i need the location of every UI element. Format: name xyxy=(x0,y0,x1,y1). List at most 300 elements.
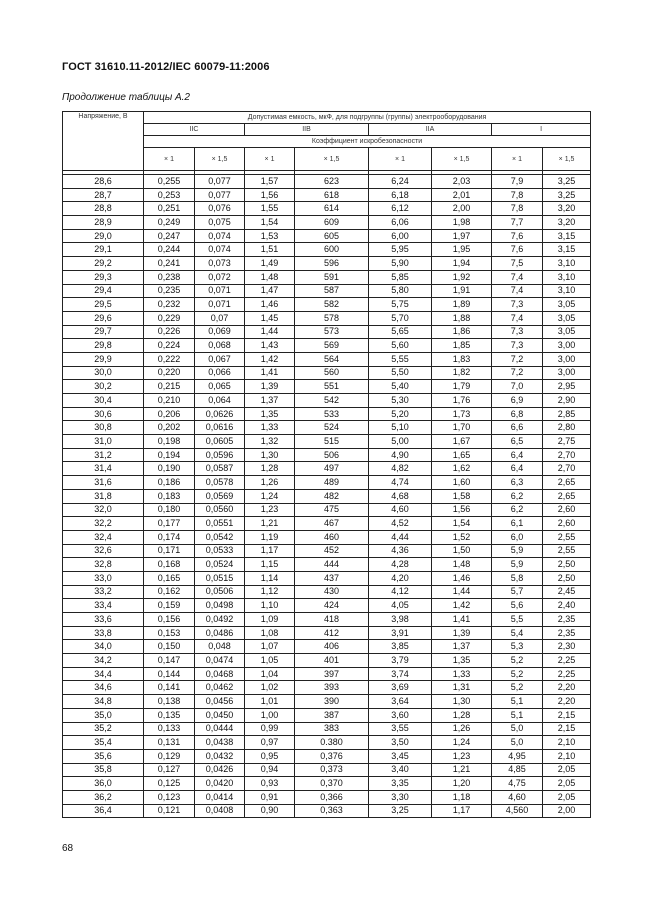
capacitance-cell: 1,00 xyxy=(245,708,295,722)
capacitance-cell: 1,28 xyxy=(245,462,295,476)
voltage-cell: 32,2 xyxy=(63,517,144,531)
capacitance-cell: 0,244 xyxy=(144,243,195,257)
capacitance-cell: 1,62 xyxy=(432,462,492,476)
factor-header: × 1 xyxy=(144,148,195,171)
capacitance-cell: 560 xyxy=(295,366,369,380)
voltage-cell: 31,6 xyxy=(63,476,144,490)
capacitance-cell: 0,99 xyxy=(245,722,295,736)
capacitance-cell: 2,50 xyxy=(543,571,591,585)
capacitance-cell: 7,2 xyxy=(492,352,543,366)
capacitance-cell: 0,121 xyxy=(144,804,195,818)
capacitance-cell: 2,10 xyxy=(543,749,591,763)
voltage-cell: 32,6 xyxy=(63,544,144,558)
capacitance-cell: 533 xyxy=(295,407,369,421)
capacitance-cell: 1,44 xyxy=(432,585,492,599)
capacitance-cell: 1,98 xyxy=(432,216,492,230)
capacitance-cell: 3,05 xyxy=(543,325,591,339)
capacitance-cell: 3,10 xyxy=(543,270,591,284)
capacitance-cell: 0,238 xyxy=(144,270,195,284)
capacitance-cell: 0,220 xyxy=(144,366,195,380)
capacitance-cell: 0,065 xyxy=(195,380,245,394)
capacitance-cell: 4,12 xyxy=(369,585,432,599)
capacitance-cell: 0,156 xyxy=(144,613,195,627)
capacitance-cell: 0,366 xyxy=(295,790,369,804)
table-row xyxy=(63,339,591,353)
capacitance-cell: 1,37 xyxy=(245,394,295,408)
capacitance-cell: 6,12 xyxy=(369,202,432,216)
capacitance-cell: 2,55 xyxy=(543,544,591,558)
capacitance-cell: 397 xyxy=(295,667,369,681)
table-row xyxy=(63,777,591,791)
capacitance-cell: 6,2 xyxy=(492,503,543,517)
capacitance-cell: 1,12 xyxy=(245,585,295,599)
capacitance-cell: 0,0462 xyxy=(195,681,245,695)
table-row xyxy=(63,736,591,750)
capacitance-cell: 7,7 xyxy=(492,216,543,230)
capacitance-cell: 4,36 xyxy=(369,544,432,558)
group-header: I xyxy=(492,124,591,136)
capacitance-cell: 2,40 xyxy=(543,599,591,613)
capacitance-cell: 524 xyxy=(295,421,369,435)
capacitance-cell: 0,072 xyxy=(195,270,245,284)
table-row xyxy=(63,462,591,476)
capacitance-cell: 7,4 xyxy=(492,284,543,298)
capacitance-cell: 497 xyxy=(295,462,369,476)
capacitance-cell: 1,50 xyxy=(432,544,492,558)
capacitance-cell: 0,0420 xyxy=(195,777,245,791)
capacitance-cell: 5,30 xyxy=(369,394,432,408)
capacitance-cell: 437 xyxy=(295,571,369,585)
table-row xyxy=(63,489,591,503)
capacitance-cell: 4,44 xyxy=(369,530,432,544)
capacitance-cell: 5,0 xyxy=(492,722,543,736)
safety-factor-header: Коэффициент искробезопасности xyxy=(144,136,591,148)
table-row xyxy=(63,311,591,325)
capacitance-cell: 5,9 xyxy=(492,558,543,572)
capacitance-cell: 0,0492 xyxy=(195,613,245,627)
voltage-cell: 29,0 xyxy=(63,229,144,243)
capacitance-cell: 5,40 xyxy=(369,380,432,394)
capacitance-cell: 4,05 xyxy=(369,599,432,613)
voltage-column-header: Напряжение, В xyxy=(63,112,144,171)
capacitance-cell: 2,05 xyxy=(543,763,591,777)
capacitance-cell: 0,177 xyxy=(144,517,195,531)
capacitance-cell: 3,20 xyxy=(543,216,591,230)
capacitance-cell: 4,82 xyxy=(369,462,432,476)
table-row xyxy=(63,626,591,640)
capacitance-cell: 2,20 xyxy=(543,695,591,709)
capacitance-cell: 1,54 xyxy=(432,517,492,531)
voltage-cell: 33,8 xyxy=(63,626,144,640)
voltage-cell: 32,0 xyxy=(63,503,144,517)
voltage-cell: 36,2 xyxy=(63,790,144,804)
capacitance-cell: 0,067 xyxy=(195,352,245,366)
capacitance-cell: 0,0444 xyxy=(195,722,245,736)
capacitance-cell: 5,2 xyxy=(492,681,543,695)
capacitance-cell: 1,42 xyxy=(245,352,295,366)
capacitance-cell: 2,20 xyxy=(543,681,591,695)
capacitance-cell: 0,253 xyxy=(144,188,195,202)
capacitance-cell: 1,23 xyxy=(432,749,492,763)
capacitance-cell: 2,25 xyxy=(543,667,591,681)
capacitance-cell: 0,123 xyxy=(144,790,195,804)
capacitance-cell: 0,222 xyxy=(144,352,195,366)
capacitance-cell: 7,6 xyxy=(492,229,543,243)
voltage-cell: 29,3 xyxy=(63,270,144,284)
capacitance-cell: 7,3 xyxy=(492,325,543,339)
voltage-cell: 32,8 xyxy=(63,558,144,572)
voltage-cell: 31,0 xyxy=(63,435,144,449)
capacitance-cell: 2,10 xyxy=(543,736,591,750)
capacitance-cell: 6,2 xyxy=(492,489,543,503)
capacitance-cell: 0,0626 xyxy=(195,407,245,421)
capacitance-cell: 0,150 xyxy=(144,640,195,654)
capacitance-cell: 444 xyxy=(295,558,369,572)
capacitance-cell: 0,0468 xyxy=(195,667,245,681)
table-row xyxy=(63,216,591,230)
capacitance-cell: 467 xyxy=(295,517,369,531)
capacitance-cell: 0,068 xyxy=(195,339,245,353)
table-row xyxy=(63,421,591,435)
capacitance-cell: 4,60 xyxy=(369,503,432,517)
capacitance-cell: 0,144 xyxy=(144,667,195,681)
capacitance-cell: 1,19 xyxy=(245,530,295,544)
capacitance-cell: 564 xyxy=(295,352,369,366)
capacitance-cell: 0,224 xyxy=(144,339,195,353)
capacitance-cell: 0,0414 xyxy=(195,790,245,804)
capacitance-cell: 0,0498 xyxy=(195,599,245,613)
capacitance-cell: 0,0560 xyxy=(195,503,245,517)
table-row xyxy=(63,749,591,763)
capacitance-cell: 7,3 xyxy=(492,298,543,312)
capacitance-cell: 4,85 xyxy=(492,763,543,777)
table-row xyxy=(63,517,591,531)
capacitance-cell: 7,4 xyxy=(492,311,543,325)
table-row xyxy=(63,722,591,736)
table-row xyxy=(63,790,591,804)
voltage-cell: 29,6 xyxy=(63,311,144,325)
table-row xyxy=(63,708,591,722)
capacitance-cell: 1,33 xyxy=(245,421,295,435)
capacitance-cell: 2,05 xyxy=(543,790,591,804)
factor-header: × 1 xyxy=(245,148,295,171)
capacitance-cell: 1,70 xyxy=(432,421,492,435)
capacitance-cell: 0,147 xyxy=(144,654,195,668)
capacitance-cell: 1,85 xyxy=(432,339,492,353)
capacitance-cell: 2,75 xyxy=(543,435,591,449)
table-row xyxy=(63,366,591,380)
capacitance-cell: 3,50 xyxy=(369,736,432,750)
capacitance-cell: 393 xyxy=(295,681,369,695)
capacitance-cell: 2,60 xyxy=(543,517,591,531)
capacitance-cell: 3,35 xyxy=(369,777,432,791)
capacitance-cell: 0,071 xyxy=(195,298,245,312)
capacitance-cell: 0,125 xyxy=(144,777,195,791)
voltage-cell: 35,4 xyxy=(63,736,144,750)
capacitance-cell: 0,202 xyxy=(144,421,195,435)
group-header: IIB xyxy=(245,124,369,136)
capacitance-cell: 1,15 xyxy=(245,558,295,572)
capacitance-cell: 0,0616 xyxy=(195,421,245,435)
capacitance-cell: 3,15 xyxy=(543,229,591,243)
capacitance-cell: 3,10 xyxy=(543,284,591,298)
table-row xyxy=(63,407,591,421)
table-row xyxy=(63,599,591,613)
capacitance-cell: 600 xyxy=(295,243,369,257)
capacitance-cell: 582 xyxy=(295,298,369,312)
capacitance-cell: 0,074 xyxy=(195,229,245,243)
capacitance-cell: 7,6 xyxy=(492,243,543,257)
capacitance-cell: 0,183 xyxy=(144,489,195,503)
capacitance-cell: 0,074 xyxy=(195,243,245,257)
capacitance-cell: 1,21 xyxy=(245,517,295,531)
table-row xyxy=(63,544,591,558)
table-row xyxy=(63,503,591,517)
capacitance-cell: 2,05 xyxy=(543,777,591,791)
capacitance-cell: 0,363 xyxy=(295,804,369,818)
capacitance-cell: 5,9 xyxy=(492,544,543,558)
capacitance-cell: 1,49 xyxy=(245,257,295,271)
capacitance-cell: 4,90 xyxy=(369,448,432,462)
capacitance-cell: 618 xyxy=(295,188,369,202)
capacitance-cell: 1,60 xyxy=(432,476,492,490)
group-header: IIA xyxy=(369,124,492,136)
capacitance-cell: 591 xyxy=(295,270,369,284)
table-row xyxy=(63,695,591,709)
voltage-cell: 32,4 xyxy=(63,530,144,544)
capacitance-cell: 1,20 xyxy=(432,777,492,791)
capacitance-cell: 0,0524 xyxy=(195,558,245,572)
capacitance-cell: 1,35 xyxy=(432,654,492,668)
capacitance-cell: 0,0578 xyxy=(195,476,245,490)
capacitance-cell: 2,35 xyxy=(543,626,591,640)
table-row xyxy=(63,654,591,668)
voltage-cell: 30,6 xyxy=(63,407,144,421)
voltage-cell: 31,2 xyxy=(63,448,144,462)
capacitance-cell: 0,198 xyxy=(144,435,195,449)
capacitance-cell: 0,232 xyxy=(144,298,195,312)
document-header: ГОСТ 31610.11-2012/IEC 60079-11:2006 xyxy=(62,61,270,73)
capacitance-cell: 3,91 xyxy=(369,626,432,640)
table-row xyxy=(63,202,591,216)
capacitance-cell: 0,229 xyxy=(144,311,195,325)
capacitance-cell: 3,45 xyxy=(369,749,432,763)
capacitance-cell: 1,41 xyxy=(245,366,295,380)
table-row xyxy=(63,394,591,408)
capacitance-cell: 7,2 xyxy=(492,366,543,380)
table-row xyxy=(63,476,591,490)
capacitance-cell: 1,10 xyxy=(245,599,295,613)
capacitance-cell: 1,39 xyxy=(432,626,492,640)
capacitance-cell: 0,127 xyxy=(144,763,195,777)
capacitance-cell: 1,47 xyxy=(245,284,295,298)
capacitance-cell: 6,00 xyxy=(369,229,432,243)
capacitance-cell: 1,86 xyxy=(432,325,492,339)
capacitance-cell: 2,00 xyxy=(543,804,591,818)
capacitance-cell: 0,241 xyxy=(144,257,195,271)
voltage-cell: 28,6 xyxy=(63,175,144,189)
factor-header: × 1 xyxy=(369,148,432,171)
table-row xyxy=(63,243,591,257)
capacitance-cell: 1,48 xyxy=(245,270,295,284)
capacitance-cell: 1,28 xyxy=(432,708,492,722)
capacitance-cell: 0,141 xyxy=(144,681,195,695)
capacitance-cell: 1,46 xyxy=(432,571,492,585)
capacitance-cell: 2,25 xyxy=(543,654,591,668)
capacitance-cell: 0.380 xyxy=(295,736,369,750)
voltage-cell: 29,1 xyxy=(63,243,144,257)
capacitance-cell: 0,073 xyxy=(195,257,245,271)
capacitance-cell: 0,180 xyxy=(144,503,195,517)
capacitance-cell: 424 xyxy=(295,599,369,613)
voltage-cell: 30,0 xyxy=(63,366,144,380)
capacitance-cell: 573 xyxy=(295,325,369,339)
capacitance-cell: 5,2 xyxy=(492,667,543,681)
capacitance-cell: 1,21 xyxy=(432,763,492,777)
capacitance-cell: 0,0486 xyxy=(195,626,245,640)
capacitance-cell: 390 xyxy=(295,695,369,709)
table-row xyxy=(63,804,591,818)
capacitance-cell: 0,93 xyxy=(245,777,295,791)
capacitance-cell: 4,95 xyxy=(492,749,543,763)
capacitance-cell: 1,53 xyxy=(245,229,295,243)
capacitance-cell: 1,82 xyxy=(432,366,492,380)
table-row xyxy=(63,530,591,544)
capacitance-cell: 5,85 xyxy=(369,270,432,284)
capacitance-cell: 6,9 xyxy=(492,394,543,408)
capacitance-cell: 1,92 xyxy=(432,270,492,284)
capacitance-cell: 6,4 xyxy=(492,448,543,462)
capacitance-cell: 0,135 xyxy=(144,708,195,722)
capacitance-cell: 0,0587 xyxy=(195,462,245,476)
table-row xyxy=(63,380,591,394)
capacitance-cell: 0,153 xyxy=(144,626,195,640)
capacitance-cell: 1,01 xyxy=(245,695,295,709)
capacitance-cell: 5,75 xyxy=(369,298,432,312)
capacitance-cell: 0,0474 xyxy=(195,654,245,668)
capacitance-cell: 0,0605 xyxy=(195,435,245,449)
capacitance-cell: 7,3 xyxy=(492,339,543,353)
capacitance-cell: 5,70 xyxy=(369,311,432,325)
capacitance-cell: 1,65 xyxy=(432,448,492,462)
capacitance-cell: 4,28 xyxy=(369,558,432,572)
table-row xyxy=(63,298,591,312)
capacitance-cell: 0,0438 xyxy=(195,736,245,750)
capacitance-cell: 2,45 xyxy=(543,585,591,599)
table-row xyxy=(63,175,591,189)
capacitance-cell: 0,069 xyxy=(195,325,245,339)
capacitance-header: Допустимая емкость, мкФ, для подгруппы (группы) электрооборудования xyxy=(144,112,591,124)
capacitance-cell: 0,066 xyxy=(195,366,245,380)
voltage-cell: 36,0 xyxy=(63,777,144,791)
voltage-cell: 31,4 xyxy=(63,462,144,476)
voltage-cell: 34,4 xyxy=(63,667,144,681)
capacitance-cell: 0,90 xyxy=(245,804,295,818)
capacitance-cell: 551 xyxy=(295,380,369,394)
capacitance-cell: 3,05 xyxy=(543,311,591,325)
capacitance-cell: 0,171 xyxy=(144,544,195,558)
capacitance-cell: 418 xyxy=(295,613,369,627)
capacitance-cell: 0,373 xyxy=(295,763,369,777)
capacitance-cell: 0,186 xyxy=(144,476,195,490)
capacitance-cell: 1,43 xyxy=(245,339,295,353)
capacitance-cell: 5,20 xyxy=(369,407,432,421)
table-body xyxy=(63,171,591,818)
capacitance-cell: 3,40 xyxy=(369,763,432,777)
voltage-cell: 34,6 xyxy=(63,681,144,695)
capacitance-table xyxy=(62,111,591,818)
capacitance-cell: 0,174 xyxy=(144,530,195,544)
voltage-cell: 29,9 xyxy=(63,352,144,366)
capacitance-cell: 3,00 xyxy=(543,339,591,353)
capacitance-cell: 3,25 xyxy=(543,175,591,189)
capacitance-cell: 0,133 xyxy=(144,722,195,736)
capacitance-cell: 1,44 xyxy=(245,325,295,339)
voltage-cell: 31,8 xyxy=(63,489,144,503)
capacitance-cell: 0,97 xyxy=(245,736,295,750)
voltage-cell: 30,2 xyxy=(63,380,144,394)
capacitance-cell: 1,97 xyxy=(432,229,492,243)
capacitance-cell: 1,51 xyxy=(245,243,295,257)
voltage-cell: 28,7 xyxy=(63,188,144,202)
capacitance-cell: 3,20 xyxy=(543,202,591,216)
capacitance-cell: 460 xyxy=(295,530,369,544)
capacitance-cell: 401 xyxy=(295,654,369,668)
capacitance-cell: 6,6 xyxy=(492,421,543,435)
capacitance-cell: 4,75 xyxy=(492,777,543,791)
factor-header: × 1 xyxy=(492,148,543,171)
capacitance-cell: 587 xyxy=(295,284,369,298)
table-row xyxy=(63,257,591,271)
capacitance-cell: 1,23 xyxy=(245,503,295,517)
capacitance-cell: 0,0551 xyxy=(195,517,245,531)
capacitance-cell: 1,94 xyxy=(432,257,492,271)
capacitance-cell: 542 xyxy=(295,394,369,408)
capacitance-cell: 1,79 xyxy=(432,380,492,394)
capacitance-cell: 0,91 xyxy=(245,790,295,804)
voltage-cell: 33,4 xyxy=(63,599,144,613)
capacitance-cell: 3,30 xyxy=(369,790,432,804)
capacitance-cell: 0,0596 xyxy=(195,448,245,462)
capacitance-cell: 3,98 xyxy=(369,613,432,627)
table-caption: Продолжение таблицы А.2 xyxy=(62,92,190,103)
capacitance-cell: 1,32 xyxy=(245,435,295,449)
capacitance-cell: 5,55 xyxy=(369,352,432,366)
capacitance-cell: 406 xyxy=(295,640,369,654)
capacitance-cell: 1,30 xyxy=(245,448,295,462)
capacitance-cell: 0,206 xyxy=(144,407,195,421)
capacitance-cell: 1,83 xyxy=(432,352,492,366)
capacitance-cell: 2,15 xyxy=(543,708,591,722)
capacitance-cell: 0,165 xyxy=(144,571,195,585)
capacitance-cell: 2,80 xyxy=(543,421,591,435)
voltage-cell: 35,6 xyxy=(63,749,144,763)
capacitance-cell: 6,06 xyxy=(369,216,432,230)
voltage-cell: 30,8 xyxy=(63,421,144,435)
table-row xyxy=(63,284,591,298)
capacitance-cell: 2,01 xyxy=(432,188,492,202)
voltage-cell: 34,8 xyxy=(63,695,144,709)
capacitance-cell: 0,075 xyxy=(195,216,245,230)
capacitance-cell: 7,8 xyxy=(492,202,543,216)
capacitance-cell: 1,56 xyxy=(432,503,492,517)
capacitance-cell: 0,247 xyxy=(144,229,195,243)
capacitance-cell: 1,30 xyxy=(432,695,492,709)
capacitance-cell: 0,251 xyxy=(144,202,195,216)
capacitance-cell: 0,235 xyxy=(144,284,195,298)
capacitance-cell: 0,249 xyxy=(144,216,195,230)
capacitance-cell: 3,00 xyxy=(543,352,591,366)
